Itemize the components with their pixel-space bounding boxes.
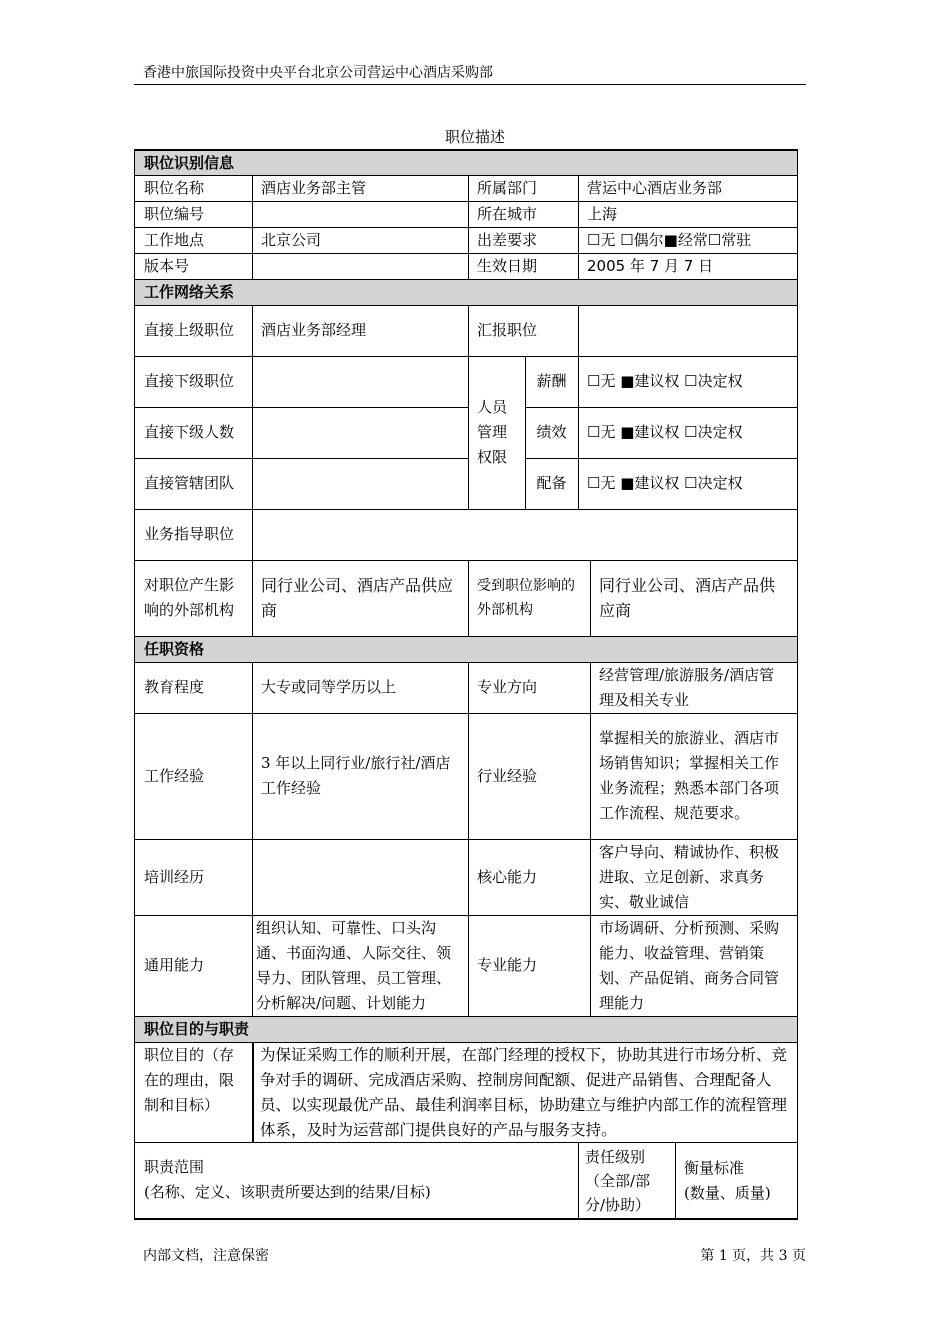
page-header: 香港中旅国际投资中央平台北京公司营运中心酒店采购部 <box>143 65 493 81</box>
label-industry-experience: 行业经验 <box>477 766 538 785</box>
label-position-purpose: 职位目的（存在的理由，限制和目标） <box>144 1046 235 1114</box>
measurement-standard-header <box>675 1142 797 1219</box>
section-qualifications: 任职资格 <box>135 636 797 662</box>
value-department: 营运中心酒店业务部 <box>587 178 723 197</box>
value-business-guidance <box>252 509 797 560</box>
value-direct-superior: 酒店业务部经理 <box>261 321 367 339</box>
value-city: 上海 <box>587 204 618 223</box>
value-subordinate-position <box>252 356 468 407</box>
label-direct-superior: 直接上级职位 <box>144 321 235 339</box>
value-professional-competency: 市场调研、分析预测、采购能力、收益管理、营销策划、产品促销、商务合同管理能力 <box>599 918 780 1012</box>
responsibility-scope-header <box>135 1142 578 1219</box>
label-authority-performance: 绩效 <box>536 423 567 441</box>
label-work-experience: 工作经验 <box>144 766 205 785</box>
label-department: 所属部门 <box>477 178 538 197</box>
value-industry-experience: 掌握相关的旅游业、酒店市场销售知识；掌握相关工作业务流程；熟悉本部门各项工作流程、规范要求。 <box>599 729 780 822</box>
label-subordinate-count: 直接下级人数 <box>144 423 235 441</box>
value-report-position <box>578 305 797 356</box>
section-network: 工作网络关系 <box>135 279 797 305</box>
label-authority-salary: 薪酬 <box>536 372 567 390</box>
value-major: 经营管理/旅游服务/酒店管理及相关专业 <box>599 665 775 709</box>
value-position-purpose: 为保证采购工作的顺利开展，在部门经理的授权下，协助其进行市场分析、竞争对手的调研、完成酒店采购、控制房间配额、促进产品销售、合理配备人员、以实现最优产品、最佳利润率目标，协助建立与维护内部工作的流程管理体系，及时为运营部门提供良好的产品与服务支持。 <box>260 1046 788 1139</box>
value-work-site: 北京公司 <box>261 230 322 249</box>
value-authority-staffing: ☐无 ■建议权 ☐决定权 <box>587 474 743 492</box>
value-position-name: 酒店业务部主管 <box>261 178 367 197</box>
scope-title: 职责范围 <box>144 1158 205 1176</box>
value-work-experience: 3 年以上同行业/旅行社/酒店工作经验 <box>261 754 451 797</box>
label-business-guidance: 业务指导职位 <box>144 525 235 543</box>
label-core-competency: 核心能力 <box>477 867 538 886</box>
value-version <box>252 253 468 279</box>
document-title: 职位描述 <box>444 128 505 146</box>
measure-title: 衡量标准 <box>684 1158 745 1177</box>
value-direct-team <box>252 458 468 509</box>
header-rule <box>134 84 806 85</box>
value-external-affected: 同行业公司、酒店产品供应商 <box>599 576 776 620</box>
label-position-name: 职位名称 <box>144 178 205 197</box>
value-training <box>252 839 468 915</box>
value-education: 大专或同等学历以上 <box>261 678 397 696</box>
value-subordinate-count <box>252 407 468 458</box>
label-direct-team: 直接管辖团队 <box>144 474 235 492</box>
section-identity: 职位识别信息 <box>135 150 797 175</box>
label-external-influencers: 对职位产生影响的外部机构 <box>144 576 235 619</box>
footer-page-number: 第 1 页，共 3 页 <box>700 1248 806 1264</box>
responsibility-level-header: 责任级别（全部/部分/协助） <box>585 1147 651 1214</box>
value-core-competency: 客户导向、精诚协作、积极进取、立足创新、求真务实、敬业诚信 <box>599 842 780 911</box>
label-position-code: 职位编号 <box>144 204 205 223</box>
label-report-position: 汇报职位 <box>477 321 538 339</box>
measure-subtitle: (数量、质量) <box>684 1183 771 1202</box>
label-subordinate-position: 直接下级职位 <box>144 372 235 390</box>
value-external-influencers: 同行业公司、酒店产品供应商 <box>261 576 454 620</box>
value-authority-salary: ☐无 ■建议权 ☐决定权 <box>587 372 743 390</box>
label-work-site: 工作地点 <box>144 230 205 249</box>
label-external-affected: 受到职位影响的外部机构 <box>477 578 575 618</box>
value-effective-date: 2005 年 7 月 7 日 <box>587 256 714 275</box>
value-travel: ☐无 ☐偶尔■经常☐常驻 <box>587 230 752 249</box>
label-travel: 出差要求 <box>477 230 538 249</box>
label-effective-date: 生效日期 <box>477 256 538 275</box>
footer-confidential: 内部文档，注意保密 <box>143 1248 269 1264</box>
section-purpose: 职位目的与职责 <box>135 1016 797 1042</box>
label-major: 专业方向 <box>477 678 538 696</box>
label-version: 版本号 <box>144 256 190 275</box>
value-authority-performance: ☐无 ■建议权 ☐决定权 <box>587 423 743 441</box>
label-training: 培训经历 <box>144 867 205 886</box>
value-position-code <box>252 201 468 227</box>
label-city: 所在城市 <box>477 204 538 223</box>
scope-subtitle: (名称、定义、该职责所要达到的结果/目标) <box>144 1183 431 1201</box>
label-authority-staffing: 配备 <box>536 474 567 492</box>
value-general-competency: 组织认知、可靠性、口头沟通、书面沟通、人际交往、领导力、团队管理、员工管理、分析解决/问题、计划能力 <box>256 918 452 1012</box>
label-professional-competency: 专业能力 <box>477 956 538 974</box>
label-personnel-authority: 人员管理权限 <box>477 398 508 466</box>
label-education: 教育程度 <box>144 678 205 696</box>
label-general-competency: 通用能力 <box>144 956 205 974</box>
